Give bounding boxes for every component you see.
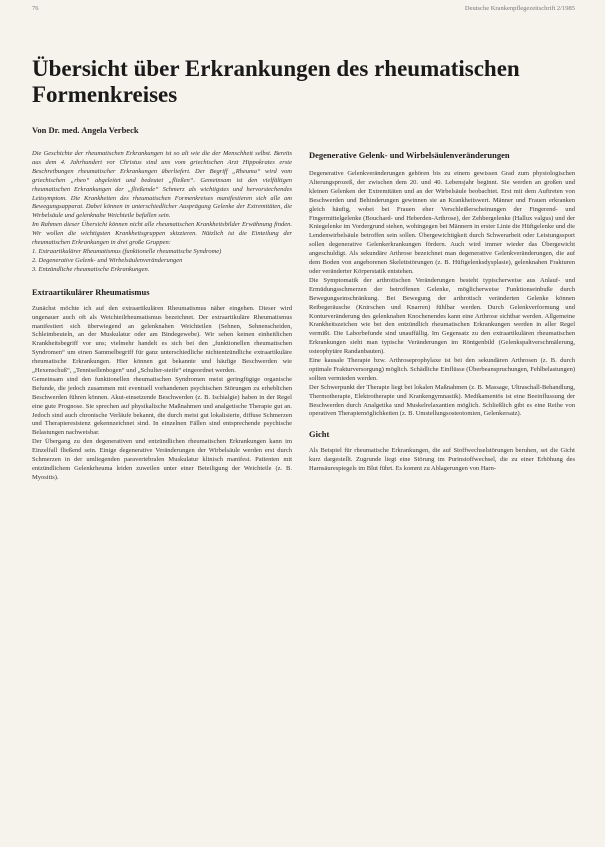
- section-heading-degenerative: Degenerative Gelenk- und Wirbelsäulenveränderungen: [309, 150, 510, 160]
- section-heading-gicht: Gicht: [309, 429, 330, 440]
- body-paragraph: Zunächst möchte ich auf den extraartikulären Rheumatismus näher eingehen. Dieser wird ungenauer auch oft als Weichteilrheumatismus bezeichnet. Der extraartikuläre Rheumatismus manifestiert sich überwiegend an gelenknahen Weichteilen (Sehnen, Sehnenscheiden, Schleimbeuteln, an der Muskulatur oder am Bindegewebe). Wir sehen keinen einheitlichen Krankheitsbegriff vor uns; vielmehr handelt es sich bei den „funktionellen rheumatischen Syndromen“ um einen Sammelbegriff für ganz unterschiedliche nichtentzündliche extraartikuläre rheumatische Erkrankungen. Hier können gut bekannte und häufige Beschwerden wie „Hexenschuß“, „Tennisellenbogen“ und „Schulter-steife“ eingeordnet werden.: [32, 304, 292, 375]
- section-body-extraarticular: [32, 305, 292, 483]
- section-heading-extraarticular: Extraartikulärer Rheumatismus: [32, 286, 150, 297]
- body-paragraph: Die Symptomatik der arthrotischen Veränderungen besteht typischerweise aus Anlauf- und Ermüdungsschmerzen der betroffenen Gelenke, möglicherweise Funktionseinbuße durch Bewegungseinschränkung. Bei Bewegung der arthrotisch veränderten Gelenke können Reibegeräusche (Knirschen und Knarren) fühlbar werden. Durch Gelenkverformung und Konturveränderung des gelenknahen Knochenendes kann eine Arthrose sichtbar werden. Allgemeine Krankheitszeichen wie bei den entzündlich rheumatischen Erkrankungen werden in aller Regel vermißt. Die Laborbefunde sind unauffällig. Im Gegensatz zu den extraartikulären rheumatischen Erkrankungen sieht man typische Veränderungen im Röntgenbild (Gelenkspaltverschmälerung, osteophytäre Randanbauten).: [309, 276, 575, 356]
- group-list-item: 3. Entzündliche rheumatische Erkrankungen.: [32, 265, 150, 273]
- section-body-gicht: [309, 447, 575, 474]
- body-paragraph: Der Schwerpunkt der Therapie liegt bei lokalen Maßnahmen (z. B. Massage, Ultraschall-Behandlung, Thermotherapie, Elektrotherapie und Krankengymnastik). Medikamentös ist eine Beeinflussung der Beschwerden durch Analgetika und Muskelrelaxantien möglich. Schließlich gibt es eine Reihe von operativen Therapiemöglichkeiten (z. B. Umstellungsosteotomien, Gelenkersatz).: [309, 383, 575, 418]
- article-title: Übersicht über Erkrankungen des rheumatischen Formenkreises: [32, 56, 520, 107]
- right-column: [309, 150, 575, 474]
- group-list: [32, 248, 292, 275]
- body-paragraph: Gemeinsam sind den funktionellen rheumatischen Syndromen meist geringfügige organische Befunde, die jedoch zusammen mit eventuell vorhandenen psychischen Störungen zu erheblichen Beschwerden führen können. Akut-einsetzende Beschwerden (z. B. Ischialgie) haben in der Regel eine gute Prognose. Sie sprechen auf physikalische Maßnahmen und analgetische Therapie gut an. Jedoch sind auch chronische Verläufe bekannt, die durch meist gut lokalisierte, diffuse Schmerzen und Therapieresistenz gekennzeichnet sind. In einzelnen Fällen sind entsprechende psychische Belastungen nachweisbar.: [32, 375, 292, 437]
- abstract: [32, 150, 292, 275]
- journal-reference: Deutsche Krankenpflegezeitschrift 2/1985: [464, 5, 575, 12]
- page-header: [32, 5, 575, 15]
- body-paragraph: Als Beispiel für rheumatische Erkrankungen, die auf Stoffwechselstörungen beruhen, sei die Gicht kurz dargestellt. Zugrunde liegt eine Störung im Purinstoffwechsel, die zu einer Erhöhung des Harnsäurespiegels im Blut führt. Es kommt zu Ablagerungen von Harn-: [309, 447, 575, 473]
- abstract-paragraph: Im Rahmen dieser Übersicht können nicht alle rheumatischen Krankheitsbilder Erwähnung finden. Wir wollen die wichtigsten Krankheitsgruppen skizzieren. Nützlich ist die Einteilung der rheumatischen Erkrankungen in drei große Gruppen:: [32, 221, 292, 247]
- section-body-degenerative: [309, 170, 575, 419]
- body-paragraph: Degenerative Gelenkveränderungen gehören bis zu einem gewissen Grad zum physiologischen Alterungsprozeß, der zwischen dem 20. und 40. Lebensjahr beginnt. Sie werden an großen und kleinen Gelenken der Extremitäten und an der Wirbelsäule beobachtet. Erst mit dem Auftreten von Beschwerden und Behinderungen gewinnen sie an Krankheitswert. Männer und Frauen erkranken gleich häufig, wobei bei Frauen eher Verschleißerscheinungen der Fingerend- und Fingermittelgelenke (Bouchard- und Heberden-Arthrose), der Zehbergelenke (Hallux valgus) und der Kniegelenke im Vordergrund stehen, wohingegen bei Männern in erster Linie die Hüftgelenke und die Lendenwirbelsäule betroffen sein sollen. Übergewichtigkeit durch Schwerarbeit oder Leistungssport sollen degenerative Gelenkerkrankungen fördern. Auch wird immer wieder das Übergewicht angeschuldigt. Als sekundäre Arthrose bezeichnet man degenerative Gelenkveränderungen, die auf dem Boden von angeborenen Skelettstörungen (z. B. Hüftgelenksdysplasie), gelenknahen Frakturen oder veränderter Körperstatik entstehen.: [309, 170, 575, 275]
- page-number: 76: [32, 5, 39, 12]
- abstract-paragraph: Die Geschichte der rheumatischen Erkrankungen ist so alt wie die der Menschheit selbst. Bereits aus dem 4. Jahrhundert vor Christus sind uns vom griechischen Arzt Hippokrates erste Beschreibungen rheumatischer Erkrankungen überliefert. Der Begriff „Rheuma“ wird vom griechischen „rheo“ abgeleitet und bedeutet „fließen“. Gemeinsam ist den vielfältigen rheumatischen Erkrankungen der „fließende“ Schmerz als wichtigstes und hervorstechendes Leitsymptom. Die Krankheiten des rheumatischen Formenkreises manifestieren sich alle am Bewegungsapparat. Dabei können in unterschiedlicher Ausprägung Gelenke der Extremitäten, die Wirbelsäule und gelenknahe Weichteile befallen sein.: [32, 150, 292, 220]
- group-list-item: 2. Degenerative Gelenk- und Wirbelsäulenveränderungen: [32, 256, 183, 264]
- article-author: Von Dr. med. Angela Verbeck: [32, 125, 139, 135]
- body-paragraph: Der Übergang zu den degenerativen und entzündlichen rheumatischen Erkrankungen kann im Einzelfall fließend sein. Einige degenerative Veränderungen der Wirbelsäule werden erst durch Schmerzen in der umliegenden paravertebralen Muskulatur klinisch manifest. Patienten mit entzündlichem Gelenkrheuma leiden zuweilen unter einer Beteiligung der Weichteile (z. B. Myositis).: [32, 438, 292, 481]
- group-list-item: 1. Extraartikulärer Rheumatismus (funktionelle rheumatische Syndrome): [32, 247, 222, 255]
- body-paragraph: Eine kausale Therapie bzw. Arthroseprophylaxe ist bei den sekundären Arthrosen (z. B. durch optimale Frakturversorgung) möglich. Schädliche Einflüsse (Überbeanspruchungen, Fehlbelastungen) sollten vermieden werden.: [309, 357, 575, 382]
- left-column: [32, 150, 292, 483]
